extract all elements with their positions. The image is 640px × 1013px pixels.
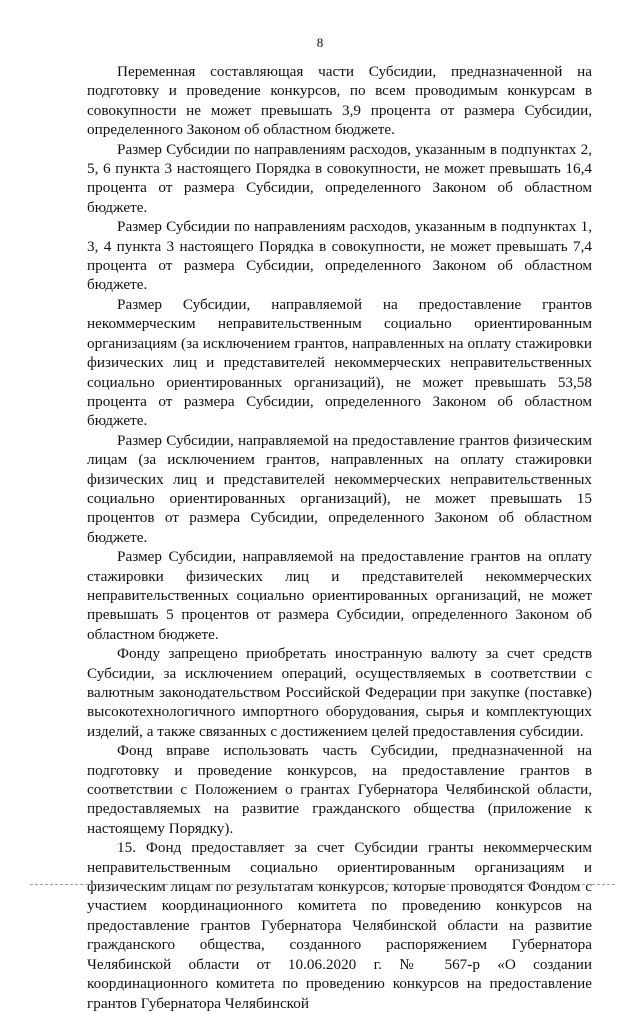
paragraph-variable-part: Переменная составляющая части Субсидии, предназначенной на подготовку и проведение конкурсов, по всем проводимым конкурсам в совокупности не может превышать 3,9 процента от размера Субсидии, определенного Законом об областном бюджете. bbox=[87, 63, 592, 139]
document-body bbox=[87, 62, 592, 1013]
paragraph-currency-prohibition: Фонду запрещено приобретать иностранную валюту за счет средств Субсидии, за исключением операций, осуществляемых в соответствии с валютным законодательством Российской Федерации при закупке (поставке) высокотехнологичного импортного оборудования, сырья и комплектующих изделий, а также связанных с достижением целей предоставления субсидии. bbox=[87, 645, 592, 740]
paragraph-subsidy-2-5-6: Размер Субсидии по направлениям расходов, указанным в подпунктах 2, 5, 6 пункта 3 настоящего Порядка в совокупности, не может превышать 16,4 процента от размера Субсидии, определенного Законом об областном бюджете. bbox=[87, 140, 592, 216]
paragraph-grants-organizations: Размер Субсидии, направляемой на предоставление грантов некоммерческим неправительственным социально ориентированным организациям (за исключением грантов, направленных на оплату стажировки физических лиц и представителей некоммерческих неправительственных социально ориентированных организаций), не может превышать 53,58 процента от размера Субсидии, определенного Законом об областном бюджете. bbox=[87, 295, 592, 430]
paragraph-subsidy-1-3-4: Размер Субсидии по направлениям расходов, указанным в подпунктах 1, 3, 4 пункта 3 настоящего Порядка в совокупности, не может превышать 7,4 процента от размера Субсидии, определенного Законом об областном бюджете. bbox=[87, 218, 592, 294]
paragraph-grants-internships: Размер Субсидии, направляемой на предоставление грантов на оплату стажировки физических лиц и представителей некоммерческих неправительственных социально ориентированных организаций, не может превышать 5 процентов от размера Субсидии, определенного Законом об областном бюджете. bbox=[87, 548, 592, 643]
page-number: 8 bbox=[316, 35, 324, 50]
paragraph-clause-15: 15. Фонд предоставляет за счет Субсидии гранты некоммерческим неправительственным социально ориентированным организациям и физическим лицам по результатам конкурсов, которые проводятся Фондом с участием координационного комитета по проведению конкурсов на предоставление грантов Губернатора Челябинской области на развитие гражданского общества, созданного распоряжением Губернатора Челябинской области от 10.06.2020 г. № 567-р «О создании координационного комитета по проведению конкурсов на предоставление грантов Губернатора Челябинской bbox=[87, 839, 592, 1012]
paragraph-grants-individuals: Размер Субсидии, направляемой на предоставление грантов физическим лицам (за исключением грантов, направленных на оплату стажировки физических лиц и представителей некоммерческих неправительственных социально ориентированных организаций), не может превышать 15 процентов от размера Субсидии, определенного Законом об областном бюджете. bbox=[87, 431, 592, 546]
paragraph-fund-right: Фонд вправе использовать часть Субсидии, предназначенной на подготовку и проведение конкурсов, на предоставление грантов в соответствии с Положением о грантах Губернатора Челябинской области, предоставляемых на развитие гражданского общества (приложение к настоящему Порядку). bbox=[87, 742, 592, 837]
scan-edge-line bbox=[30, 884, 615, 885]
